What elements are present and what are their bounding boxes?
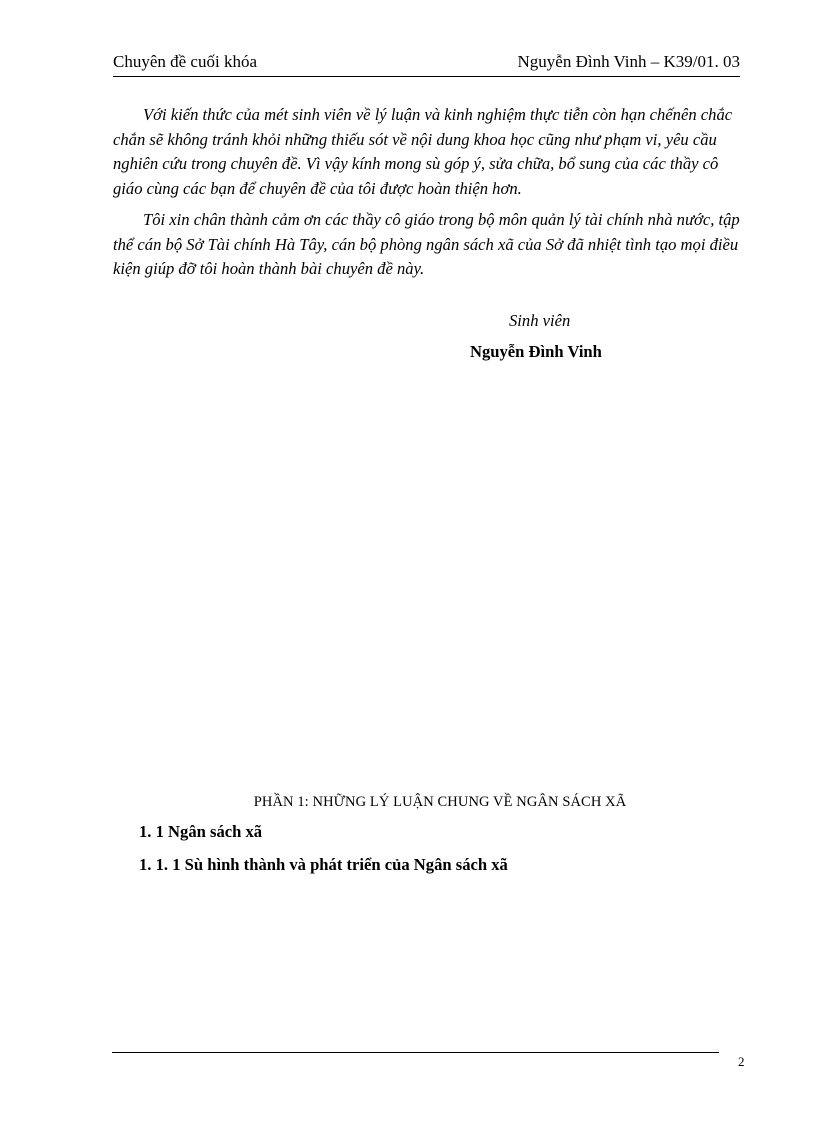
heading-level-1: 1. 1 Ngân sách xã xyxy=(139,822,263,841)
header-author-info: Nguyễn Đình Vinh – K39/01. 03 xyxy=(517,52,740,71)
paragraph-acknowledgement-thanks: Tôi xin chân thành cảm ơn các thầy cô giáo trong bộ môn quản lý tài chính nhà nước, tập thể cán bộ Sở Tài chính Hà Tây, cán bộ phòng ngân sách xã của Sở đã nhiệt tình tạo mọi điều kiện giúp đỡ tôi hoàn thành bài chuyên đề này. xyxy=(113,210,740,278)
header-document-title: Chuyên đề cuối khóa xyxy=(113,52,257,71)
page-number: 2 xyxy=(738,1054,745,1069)
signature-label: Sinh viên xyxy=(509,311,571,330)
section-title: PHẦN 1: NHỮNG LÝ LUẬN CHUNG VỀ NGÂN SÁCH XÃ xyxy=(253,794,627,810)
signature-name: Nguyễn Đình Vinh xyxy=(470,342,602,361)
heading-level-2: 1. 1. 1 Sù hình thành và phát triển của Ngân sách xã xyxy=(139,855,508,874)
paragraph-acknowledgement-limitations: Với kiến thức của mét sinh viên về lý luận và kinh nghiệm thực tiễn còn hạn chếnên chắc chắn sẽ không tránh khỏi những thiếu sót về nội dung khoa học cũng như phạm vi, yêu cầu nghiên cứu trong chuyên đề. Vì vậy kính mong sù góp ý, sửa chữa, bổ sung của các thầy cô giáo cùng các bạn để chuyên đề của tôi được hoàn thiện hơn. xyxy=(113,105,733,198)
page-header xyxy=(113,52,740,77)
footer-divider xyxy=(112,1052,719,1053)
body-text xyxy=(113,103,740,282)
